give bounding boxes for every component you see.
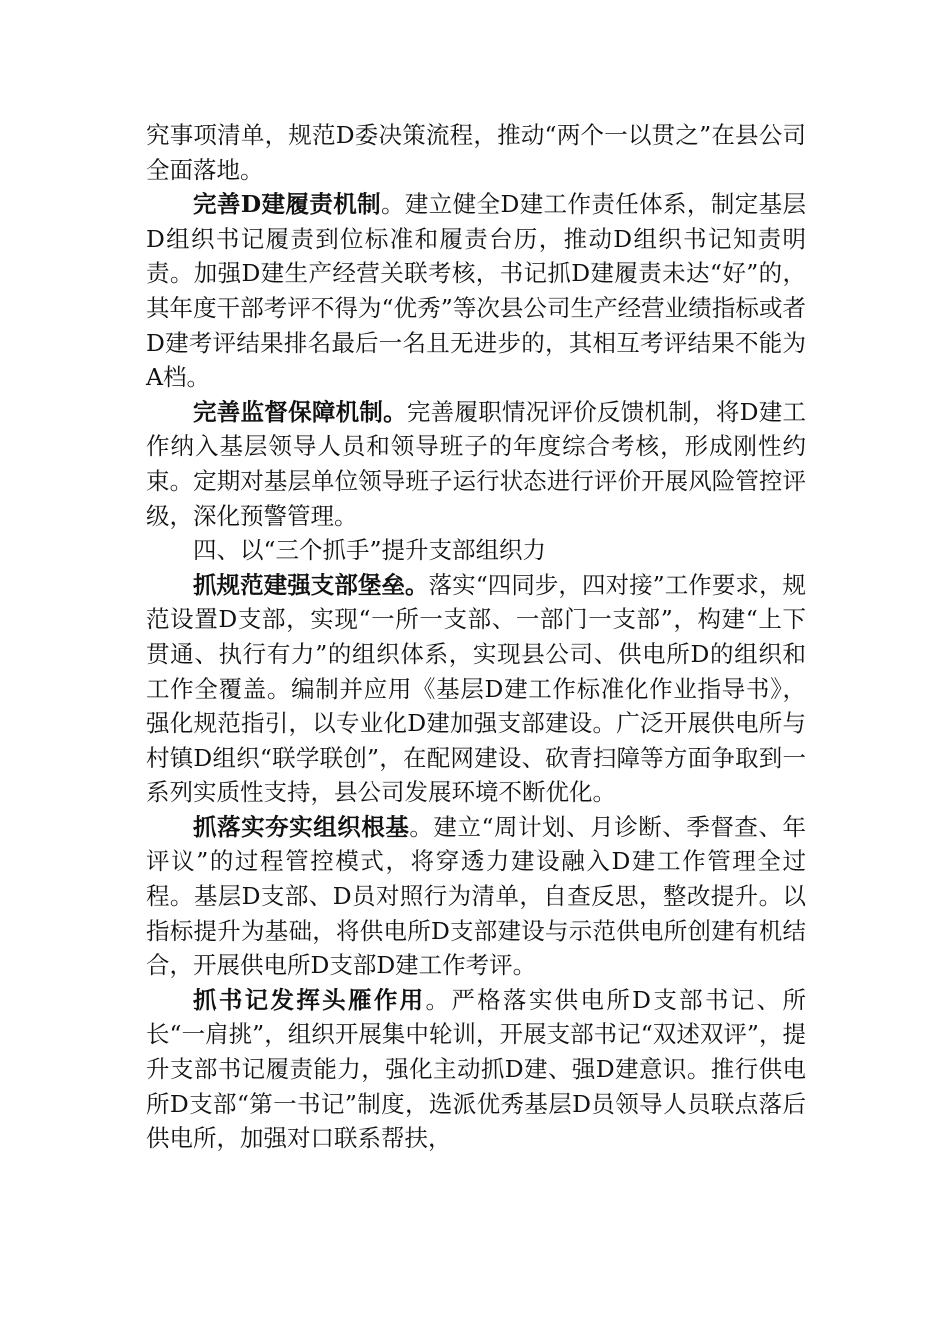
paragraph-continuation bbox=[146, 118, 806, 187]
paragraph-lead: 完善监督保障机制。 bbox=[193, 397, 407, 426]
paragraph-lead: 抓规范建强支部堡垒。 bbox=[193, 570, 429, 599]
paragraph-implementation bbox=[146, 810, 806, 983]
paragraph-text: 完善履职情况评价反馈机制，将D建工作纳入基层领导人员和领导班子的年度综合考核，形成刚性约束。定期对基层单位领导班子运行状态进行评价开展风险管控评级，深化预警管理。 bbox=[146, 397, 807, 530]
paragraph-supervision-mechanism bbox=[146, 395, 806, 533]
section-heading: 四、以“三个抓手”提升支部组织力 bbox=[193, 536, 547, 565]
paragraph-secretary-role bbox=[146, 983, 806, 1156]
paragraph-text: 。严格落实供电所D支部书记、所长“一肩挑”，组织开展集中轮训，开展支部书记“双述双评”，提升支部书记履责能力，强化主动抓D建、强D建意识。推行供电所D支部“第一书记”制度，选派优秀基层D员领导人员联点落后供电所，加强对口联系帮扶， bbox=[146, 985, 807, 1153]
paragraph-text: 落实“四同步，四对接”工作要求，规范设置D支部，实现“一所一支部、一部门一支部”，构建“上下贯通、执行有力”的组织体系，实现县公司、供电所D的组织和工作全覆盖。编制并应用《基层D建工作标准化作业指导书》，强化规范指引，以专业化D建加强支部建设。广泛开展供电所与村镇D组织“联学联创”，在配网建设、砍青扫障等方面争取到一系列实质性支持，县公司发展环境不断优化。 bbox=[146, 570, 807, 807]
paragraph-text: 。建立“周计划、月诊断、季督查、年评议”的过程管控模式，将穿透力建设融入D建工作管理全过程。基层D支部、D员对照行为清单，自查反思，整改提升。以指标提升为基础，将供电所D支部建设与示范供电所创建有机结合，开展供电所D支部D建工作考评。 bbox=[146, 812, 807, 980]
document-page bbox=[146, 118, 806, 1156]
paragraph-text: 。建立健全D建工作责任体系，制定基层D组织书记履责到位标准和履责台历，推动D组织书记知责明责。加强D建生产经营关联考核，书记抓D建履责未达“好”的，其年度干部考评不得为“优秀”等次县公司生产经营业绩指标或者D建考评结果排名最后一名且无进步的，其相互考评结果不能为A档。 bbox=[146, 190, 806, 392]
paragraph-lead: 抓落实夯实组织根基 bbox=[193, 812, 410, 841]
paragraph-lead: 抓书记发挥头雁作用 bbox=[193, 985, 426, 1014]
paragraph-standardization bbox=[146, 568, 806, 810]
paragraph-party-building-responsibility bbox=[146, 187, 806, 395]
paragraph-text: 究事项清单，规范D委决策流程，推动“两个一以贯之”在县公司全面落地。 bbox=[146, 121, 806, 184]
paragraph-lead: 完善D建履责机制 bbox=[193, 190, 382, 219]
